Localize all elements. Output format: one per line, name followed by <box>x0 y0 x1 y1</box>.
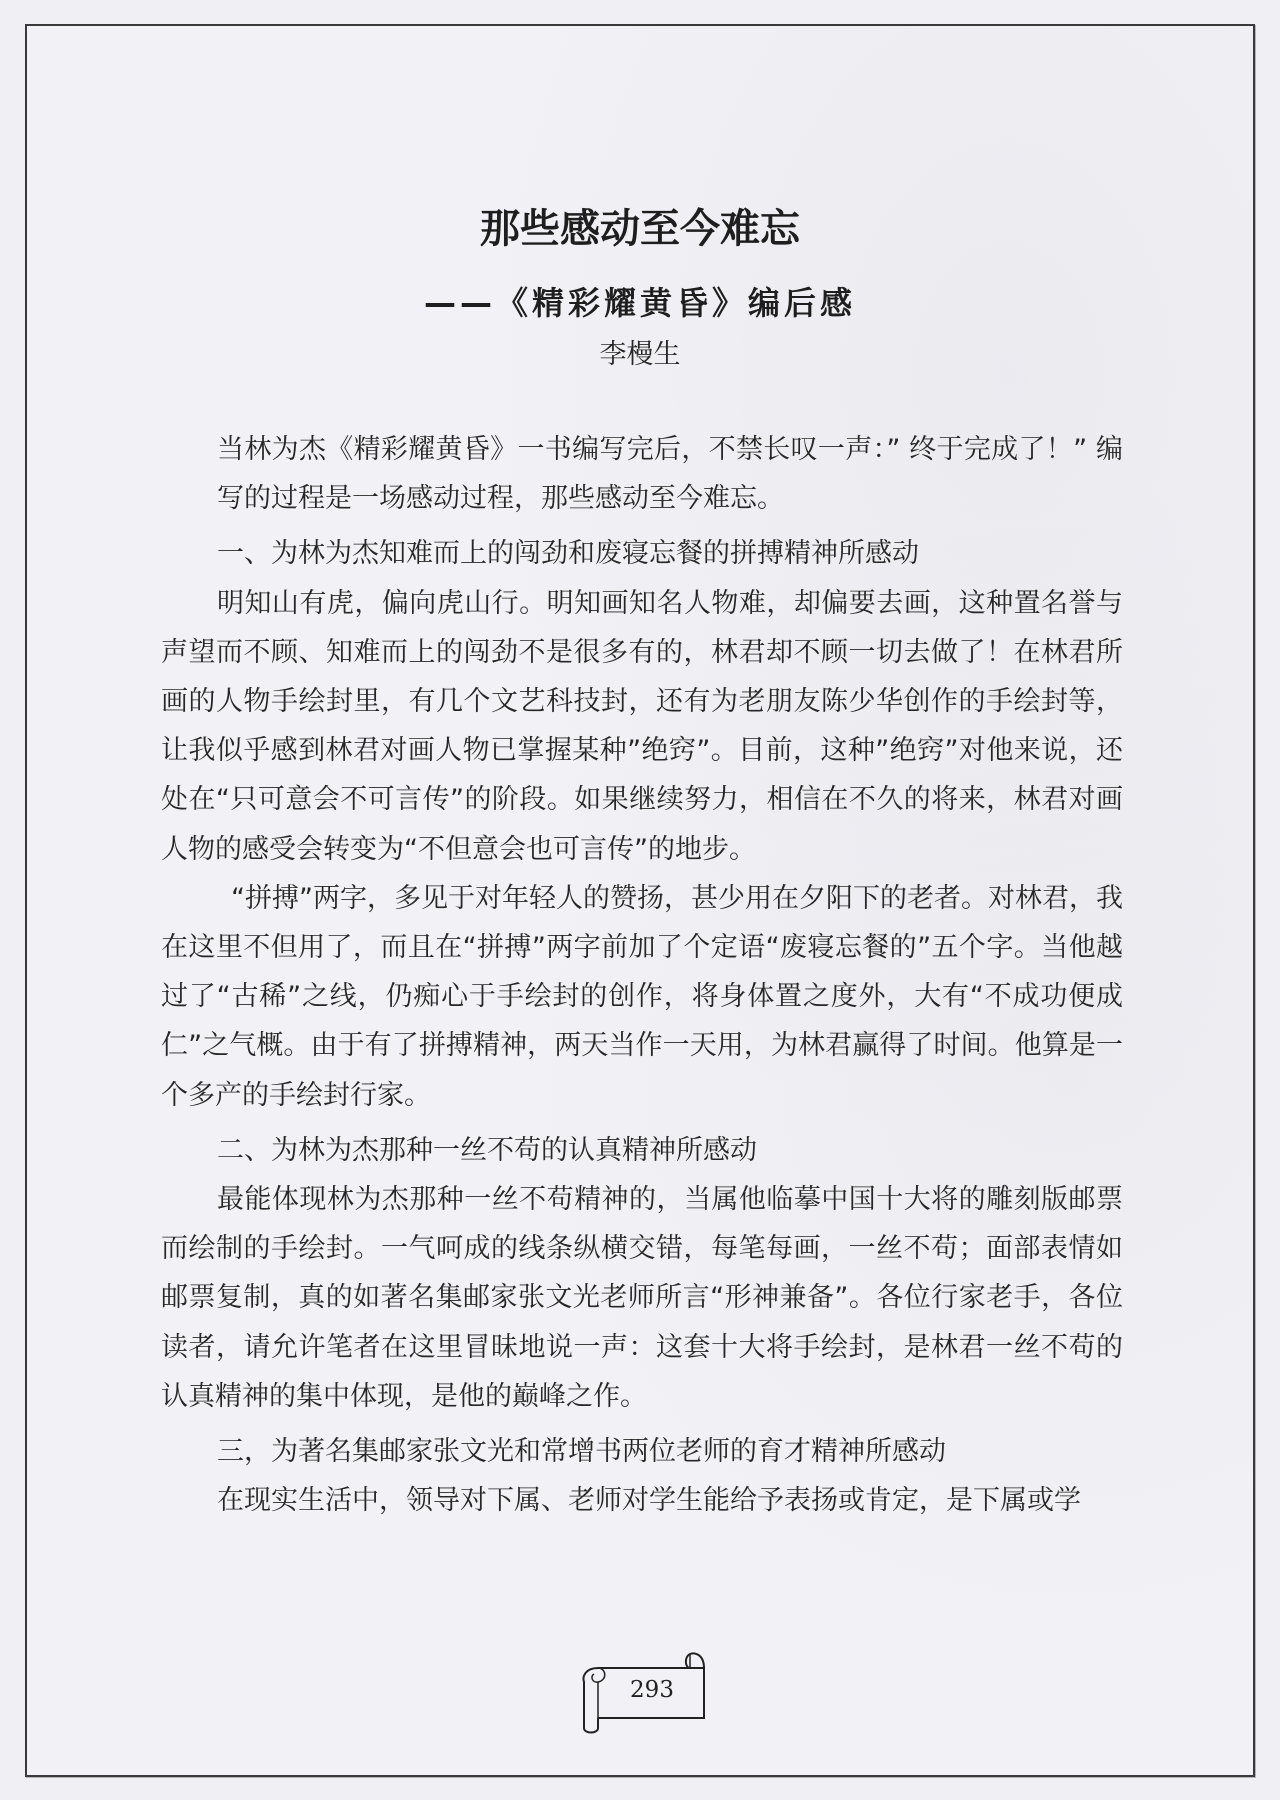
article-author: 李槾生 <box>599 339 681 370</box>
section-heading-2: 二、为林为杰那种一丝不苟的认真精神所感动 <box>217 1134 757 1166</box>
section-heading-1: 一、为林为杰知难而上的闯劲和废寝忘餐的拼搏精神所感动 <box>217 538 919 570</box>
article-subtitle: ——《精彩耀黄昏》编后感 <box>423 283 856 322</box>
paragraph: 在现实生活中，领导对下属、老师对学生能给予表扬或肯定，是下属或学 <box>217 1485 1081 1517</box>
paragraph: “拼搏”两字，多见于对年轻人的赞扬，甚少用在夕阳下的老者。对林君，我在这里不但用了，而且在“拼搏”两字前加了个定语“废寝忘餐的”五个字。当他越过了“古稀”之线，仍痴心于手绘封的创作，将身体置之度外，大有“不成功便成仁”之气概。由于有了拼搏精神，两天当作一天用，为林君赢得了时间。他算是一个多产的手绘封行家。 <box>161 882 1123 1111</box>
paragraph: 最能体现林为杰那种一丝不苟精神的，当属他临摹中国十大将的雕刻版邮票而绘制的手绘封。一气呵成的线条纵横交错，每笔每画，一丝不苟；面部表情如邮票复制，真的如著名集邮家张文光老师所言“形神兼备”。各位行家老手，各位读者，请允许笔者在这里冒昧地说一声：这套十大将手绘封，是林君一丝不苟的认真精神的集中体现，是他的巅峰之作。 <box>161 1184 1123 1412</box>
article-body <box>161 425 1123 1525</box>
page-number-badge <box>572 1648 720 1734</box>
section-heading-3: 三，为著名集邮家张文光和常增书两位老师的育才精神所感动 <box>217 1436 946 1468</box>
article-title: 那些感动至今难忘 <box>480 205 800 252</box>
paragraph-intro: 当林为杰《精彩耀黄昏》一书编写完后，不禁长叹一声：” 终于完成了！” 编写的过程是一场感动过程，那些感动至今难忘。 <box>217 434 1123 515</box>
page-number: 293 <box>630 1677 674 1703</box>
paragraph: 明知山有虎，偏向虎山行。明知画知名人物难，却偏要去画，这种置名誉与声望而不顾、知难而上的闯劲不是很多有的，林君却不顾一切去做了！在林君所画的人物手绘封里，有几个文艺科技封，还有为老朋友陈少华创作的手绘封等，让我似乎感到林君对画人物已掌握某种”绝窍”。目前，这种”绝窍”对他来说，还处在“只可意会不可言传”的阶段。如果继续努力，相信在不久的将来，林君对画人物的感受会转变为“不但意会也可言传”的地步。 <box>161 587 1123 865</box>
